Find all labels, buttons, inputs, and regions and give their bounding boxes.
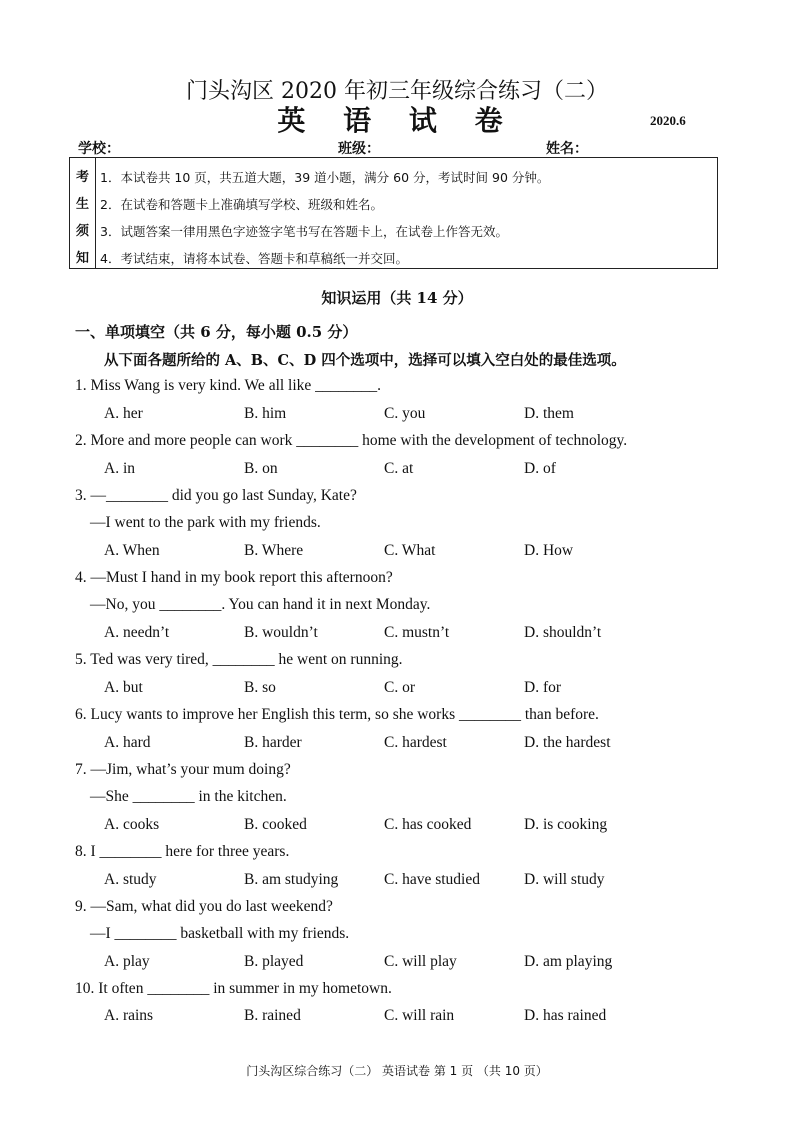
option-d: D. will study bbox=[524, 871, 605, 888]
option-b: B. on bbox=[244, 460, 278, 477]
question-stem: 9. —Sam, what did you do last weekend? bbox=[75, 898, 333, 915]
option-d: D. them bbox=[524, 405, 574, 422]
option-b: B. so bbox=[244, 679, 276, 696]
option-b: B. cooked bbox=[244, 816, 307, 833]
option-c: C. you bbox=[384, 405, 426, 422]
page-footer: 门头沟区综合练习（二） 英语试卷 第 1 页 （共 10 页） bbox=[246, 1064, 548, 1078]
option-d: D. is cooking bbox=[524, 816, 608, 833]
option-c: C. will play bbox=[384, 953, 457, 970]
option-b: B. rained bbox=[244, 1007, 301, 1024]
notice-side-char: 生 bbox=[75, 197, 89, 212]
notice-item: 4．考试结束，请将本试卷、答题卡和草稿纸一并交回。 bbox=[100, 251, 408, 266]
question-stem: 5. Ted was very tired, ________ he went on running. bbox=[75, 651, 403, 668]
option-d: D. of bbox=[524, 460, 556, 477]
option-a: A. When bbox=[104, 542, 160, 559]
part-title: 一、单项填空（共 6 分，每小题 0.5 分） bbox=[75, 323, 358, 341]
notice-side-char: 考 bbox=[75, 170, 89, 185]
question-stem-reply: —I went to the park with my friends. bbox=[90, 514, 321, 531]
question-stem-reply: —No, you ________. You can hand it in next Monday. bbox=[90, 596, 431, 613]
question-stem: 8. I ________ here for three years. bbox=[75, 843, 290, 860]
exam-title-line2: 英 语 试 卷 bbox=[277, 104, 517, 137]
question-stem: 4. —Must I hand in my book report this afternoon? bbox=[75, 569, 393, 586]
option-a: A. in bbox=[104, 460, 135, 477]
option-c: C. will rain bbox=[384, 1007, 455, 1024]
option-d: D. for bbox=[524, 679, 562, 696]
option-c: C. hardest bbox=[384, 734, 447, 751]
option-a: A. hard bbox=[104, 734, 151, 751]
question-stem: 1. Miss Wang is very kind. We all like ________. bbox=[75, 377, 382, 394]
question-stem: 7. —Jim, what’s your mum doing? bbox=[75, 761, 291, 778]
question-stem: 6. Lucy wants to improve her English this term, so she works ________ than before. bbox=[75, 706, 599, 723]
question-stem: 2. More and more people can work ________ home with the development of technology. bbox=[75, 432, 628, 449]
option-a: A. but bbox=[104, 679, 143, 696]
school-label: 学校： bbox=[78, 141, 120, 157]
option-a: A. play bbox=[104, 953, 150, 970]
notice-side-char: 知 bbox=[75, 251, 89, 266]
name-label: 姓名： bbox=[546, 141, 588, 157]
question-stem: 10. It often ________ in summer in my hometown. bbox=[75, 980, 392, 997]
option-b: B. played bbox=[244, 953, 304, 970]
notice-item: 1．本试卷共 10 页，共五道大题，39 道小题，满分 60 分，考试时间 90 分钟。 bbox=[100, 170, 550, 185]
option-b: B. Where bbox=[244, 542, 304, 559]
option-a: A. needn’t bbox=[104, 624, 170, 641]
class-label: 班级： bbox=[338, 141, 380, 157]
option-c: C. at bbox=[384, 460, 414, 477]
question-stem-reply: —She ________ in the kitchen. bbox=[90, 788, 287, 805]
notice-item: 2．在试卷和答题卡上准确填写学校、班级和姓名。 bbox=[100, 197, 383, 212]
option-c: C. or bbox=[384, 679, 415, 696]
option-b: B. wouldn’t bbox=[244, 624, 318, 641]
notice-side-label bbox=[70, 158, 96, 268]
option-d: D. has rained bbox=[524, 1007, 607, 1024]
option-d: D. am playing bbox=[524, 953, 613, 970]
option-a: A. study bbox=[104, 871, 157, 888]
option-c: C. What bbox=[384, 542, 436, 559]
notice-box bbox=[69, 157, 718, 269]
notice-side-char: 须 bbox=[75, 224, 89, 239]
option-c: C. has cooked bbox=[384, 816, 472, 833]
exam-date: 2020.6 bbox=[650, 113, 686, 128]
question-stem-reply: —I ________ basketball with my friends. bbox=[90, 925, 350, 942]
option-b: B. am studying bbox=[244, 871, 339, 888]
option-b: B. him bbox=[244, 405, 287, 422]
option-a: A. cooks bbox=[104, 816, 160, 833]
section-title: 知识运用（共 14 分） bbox=[321, 289, 473, 307]
option-a: A. rains bbox=[104, 1007, 154, 1024]
option-b: B. harder bbox=[244, 734, 302, 751]
option-d: D. How bbox=[524, 542, 574, 559]
option-a: A. her bbox=[104, 405, 143, 422]
option-d: D. the hardest bbox=[524, 734, 611, 751]
option-d: D. shouldn’t bbox=[524, 624, 602, 641]
notice-item: 3．试题答案一律用黑色字迹签字笔书写在答题卡上，在试卷上作答无效。 bbox=[100, 224, 508, 239]
option-c: C. have studied bbox=[384, 871, 480, 888]
part-instruction: 从下面各题所给的 A、B、C、D 四个选项中，选择可以填入空白处的最佳选项。 bbox=[104, 352, 626, 369]
option-c: C. mustn’t bbox=[384, 624, 450, 641]
question-stem: 3. —________ did you go last Sunday, Kate? bbox=[75, 487, 357, 504]
exam-title-line1: 门头沟区 2020 年初三年级综合练习（二） bbox=[186, 79, 608, 104]
